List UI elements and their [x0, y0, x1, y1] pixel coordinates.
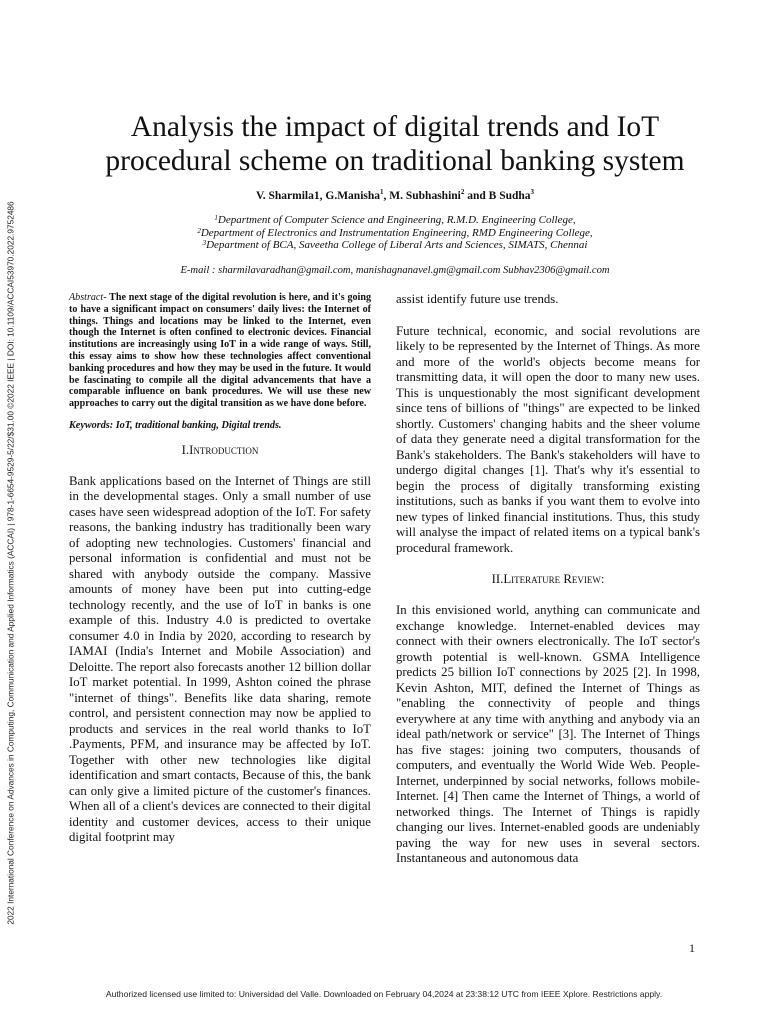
- abstract-label: Abstract-: [69, 292, 107, 303]
- keywords-label: Keywords:: [69, 419, 114, 431]
- abstract: [69, 292, 371, 410]
- future-paragraph: Future technical, economic, and social revolutions are likely to be represented by the Internet of Things. As more and more of the world's objects become means for transmitting data, it will open the door to many new uses. This is unquestionably the most significant development since tens of billions of "things" are expected to be linked shortly. Customers' changing habits and the sheer volume of data they generate need a digital transformation for the Bank's stakeholders. The Bank's stakeholders will have to undergo digital changes [1]. That's why it's essential to begin the process of digitally transforming existing institutions, such as banks if you want them to evolve into new types of linked financial institutions. Thus, this study will analyse the impact of related items on a typical bank's procedural framework.: [396, 323, 700, 555]
- author-emails: E-mail : sharmilavaradhan@gmail.com, manishagnanavel.gm@gmail.com Subhav2306@gmail.com: [180, 265, 610, 276]
- section-heading-literature-review: II.Literature Review:: [491, 572, 605, 586]
- affiliation-3: $^3$Department of BCA, Saveetha College of Liberal Arts and Sciences, SIMATS, Chennai: [202, 239, 588, 251]
- author-4: and B Sudha: [464, 190, 531, 202]
- abstract-text: The next stage of the digital revolution is here, and it's going to have a significant impact on consumers' daily lives: the Internet of things. Things and locations may be linked to the Internet, even though the Internet is often confined to electronic devices. Financial institutions are increasingly using IoT in a wide range of ways. Still, this essay aims to show how these technologies affect conventional banking procedures and how they may be used in the future. It would be fascinating to compile all the digital advancements that have a comparable influence on bank procedures. We will use these new approaches to carry out the digital transition as we have done before.: [69, 292, 371, 410]
- author-3: , M. Subhashini: [383, 190, 461, 202]
- affiliation-1: $^1$Department of Computer Science and Engineering, R.M.D. Engineering College,: [214, 214, 576, 226]
- literature-paragraph: In this envisioned world, anything can communicate and exchange knowledge. Internet-enabled devices may connect with their owners electronically. The IoT sector's growth potential is well-known. GSMA Intelligence predicts 25 billion IoT connections by 2025 [2]. In 1998, Kevin Ashton, MIT, defined the Internet of Things as "enabling the connectivity of people and things everywhere at any time with anything and anybody via an ideal path/network or service" [3]. The Internet of Things has five stages: joining two computers, thousands of computers, and eventually the World Wide Web. People-Internet, underpinned by social networks, follows mobile-Internet. [4] Then came the Internet of Things, a world of networked things. The Internet of Things is rapidly changing our lives. Internet-enabled goods are undeniably paving the way for new uses in several sectors. Instantaneous and autonomous data: [396, 603, 700, 865]
- left-column: [69, 292, 371, 846]
- author-1-2: V. Sharmila1, G.Manisha: [255, 190, 381, 202]
- right-column: [396, 292, 700, 867]
- author-2-sup: 1: [380, 188, 384, 196]
- author-3-sup: 2: [460, 188, 465, 196]
- keywords: [69, 420, 371, 431]
- author-4-sup: 3: [530, 188, 535, 196]
- page-number: 1: [689, 941, 695, 955]
- introduction-paragraph: Bank applications based on the Internet of Things are still in the developmental stages. Only a small number of use cases have seen widespread adoption of the IoT. For safety reasons, the banking industry has traditionally been wary of adopting new technologies. Customers' financial and personal information is confidential and must not be shared with anybody outside the company. Massive amounts of money have been put into cutting-edge technology recently, and the use of IoT in banks is one example of this. Industry 4.0 is predicted to overtake consumer 4.0 in India by 2020, according to research by IAMAI (India's Internet and Mobile Association) and Deloitte. The report also forecasts another 12 billion dollar IoT market potential. In 1999, Ashton coined the phrase "internet of things". Benefits like data sharing, remote control, and persistent connection may now be applied to products and services in the real world thanks to IoT .Payments, PFM, and insurance may be affected by IoT. Together with other new technologies like digital identification and smart contacts, Because of this, the bank can only give a limited picture of the customer's finances. When all of a client's devices are connected to their digital identity and customer devices, access to their unique digital footprint may: [69, 473, 371, 845]
- license-footer: Authorized licensed use limited to: Universidad del Valle. Downloaded on February 04,2024 at 23:38:12 UTC from IEEE Xplore. Restrictions apply.: [105, 989, 663, 999]
- conference-identifier-text: 2022 International Conference on Advances in Computing, Communication and Applied Informatics (ACCAI) | 978-1-6654-9529-5/22/$31.00 ©2022 IEEE | DOI: 10.1109/ACCAI53970.2022.9752486: [6, 201, 16, 925]
- affiliation-2: $^2$Department of Electronics and Instrumentation Engineering, RMD Engineering College,: [197, 226, 593, 239]
- section-heading-introduction: I.Introduction: [181, 442, 259, 457]
- author-list: [80, 190, 710, 202]
- keywords-text: IoT, traditional banking, Digital trends.: [113, 419, 282, 431]
- affiliations: [80, 214, 710, 252]
- continued-paragraph: assist identify future use trends.: [396, 292, 559, 306]
- conference-identifier-strip: [3, 178, 19, 948]
- paper-title: Analysis the impact of digital trends and IoT procedural scheme on traditional banking system: [105, 111, 685, 177]
